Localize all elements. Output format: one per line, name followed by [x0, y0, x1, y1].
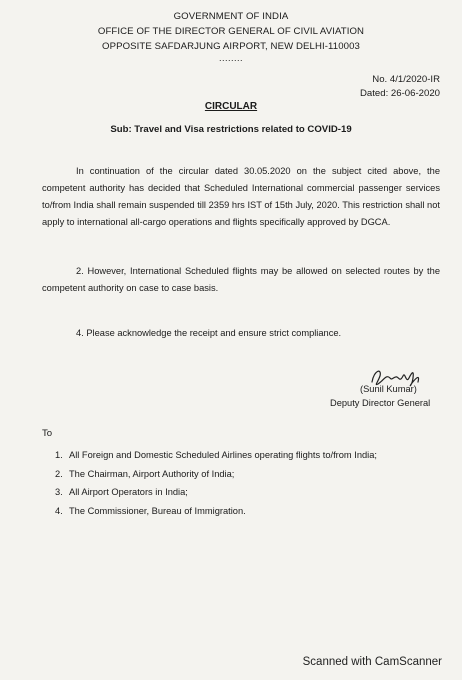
list-item — [55, 502, 445, 521]
list-item — [55, 446, 445, 465]
document-date: Dated: 26-06-2020 — [359, 88, 440, 99]
list-item — [55, 483, 445, 502]
recipient-text: The Chairman, Airport Authority of India; — [69, 468, 235, 479]
header-government: GOVERNMENT OF INDIA — [173, 11, 289, 22]
list-number: 3. — [55, 487, 63, 497]
paragraph-4: 4. Please acknowledge the receipt and ensure strict compliance. — [76, 328, 342, 338]
header-office: OFFICE OF THE DIRECTOR GENERAL OF CIVIL AVIATION — [97, 26, 365, 37]
document-title: CIRCULAR — [204, 101, 258, 112]
recipient-text: All Foreign and Domestic Scheduled Airlines operating flights to/from India; — [69, 450, 377, 460]
reference-number: No. 4/1/2020-IR — [372, 74, 440, 85]
signatory-designation: Deputy Director General — [330, 398, 431, 408]
list-number: 1. — [55, 450, 63, 460]
paragraph-1: In continuation of the circular dated 30.05.2020 on the subject cited above, the competent authority has decided that Scheduled International commercial passenger services to/from India shall remain suspended till 2359 hrs IST of 15th July, 2020. This restriction shall not apply to international all-cargo operations and flights specifically approved by DGCA. — [42, 166, 440, 227]
paragraph-2: 2. However, International Scheduled flights may be allowed on selected routes by the competent authority on case to case basis. — [42, 266, 440, 293]
subject-line: Sub: Travel and Visa restrictions related to COVID-19 — [110, 124, 352, 135]
scanner-watermark: Scanned with CamScanner — [302, 656, 442, 668]
recipient-text: The Commissioner, Bureau of Immigration. — [69, 505, 246, 516]
recipient-text: All Airport Operators in India; — [69, 487, 188, 497]
to-label: To — [42, 428, 53, 439]
header-address: OPPOSITE SAFDARJUNG AIRPORT, NEW DELHI-110003 — [102, 41, 360, 52]
header-dots: ........ — [218, 53, 243, 63]
recipient-list — [55, 446, 445, 520]
list-number: 4. — [55, 505, 63, 516]
signatory-name: (Sunil Kumar) — [360, 384, 417, 394]
list-item — [55, 465, 445, 484]
list-number: 2. — [55, 468, 63, 479]
